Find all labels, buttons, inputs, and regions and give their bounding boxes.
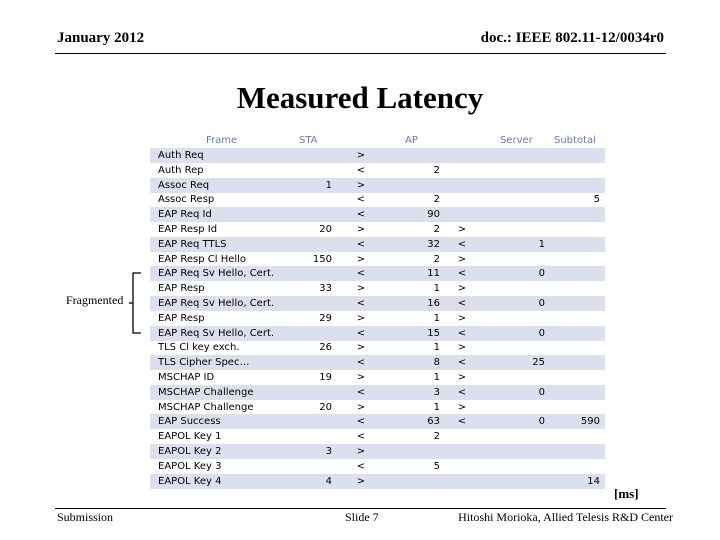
cell-sta: 19 (319, 372, 332, 383)
cell-subtotal (545, 296, 600, 311)
cell-ap: 15 (427, 327, 440, 339)
cell-sta: 20 (319, 224, 332, 235)
cell-server (495, 459, 545, 474)
cell-sta: 3 (325, 446, 332, 457)
cell-arrow1: > (356, 283, 366, 295)
cell-arrow1: > (356, 475, 366, 487)
cell-server (495, 207, 545, 222)
cell-subtotal (545, 148, 600, 163)
cell-arrow1: > (356, 150, 366, 161)
cell-arrow1: < (356, 194, 366, 206)
cell-arrow2: > (457, 283, 467, 295)
fragmented-bracket (129, 272, 143, 336)
cell-arrow1: > (356, 224, 366, 235)
cell-arrow1: > (356, 253, 366, 265)
cell-subtotal (545, 207, 600, 222)
cell-sta (270, 429, 332, 444)
cell-server (495, 148, 545, 163)
header-doc-id: doc.: IEEE 802.11-12/0034r0 (480, 30, 664, 46)
cell-subtotal: 5 (593, 194, 600, 206)
column-header-frame: Frame (206, 135, 238, 146)
cell-arrow1: > (356, 342, 366, 354)
cell-sta: 1 (325, 179, 332, 191)
cell-frame: TLS Cl key exch. (158, 342, 240, 354)
cell-sta: 29 (319, 312, 332, 324)
cell-frame: EAP Req Sv Hello, Cert. (158, 298, 275, 309)
cell-arrow1: > (356, 179, 366, 191)
cell-sta (270, 459, 332, 474)
cell-frame: EAPOL Key 4 (158, 475, 222, 487)
cell-ap: 2 (433, 164, 440, 176)
cell-sta: 26 (319, 342, 332, 354)
cell-subtotal (545, 400, 600, 415)
footer-author: Hitoshi Morioka, Allied Telesis R&D Center (458, 510, 673, 524)
cell-server: 1 (538, 238, 545, 250)
cell-arrow2: > (457, 312, 467, 324)
cell-sta (270, 237, 332, 252)
cell-arrow1: < (356, 298, 366, 309)
cell-sta: 20 (319, 401, 332, 413)
cell-ap: 1 (433, 401, 440, 413)
cell-arrow2 (456, 474, 468, 489)
cell-subtotal (545, 370, 600, 385)
cell-arrow1: < (356, 431, 366, 443)
cell-sta (270, 414, 332, 429)
cell-subtotal (545, 429, 600, 444)
cell-ap: 2 (433, 253, 440, 265)
cell-sta (270, 207, 332, 222)
cell-sta (270, 192, 332, 207)
cell-arrow2 (456, 163, 468, 178)
cell-arrow2: < (457, 327, 467, 339)
cell-arrow2: < (457, 298, 467, 309)
cell-frame: TLS Cipher Spec… (158, 357, 250, 369)
cell-ap: 5 (433, 460, 440, 472)
cell-sta: 150 (312, 253, 332, 265)
cell-subtotal (545, 163, 600, 178)
cell-server (495, 163, 545, 178)
cell-arrow1: < (356, 164, 366, 176)
cell-frame: EAP Resp (158, 312, 205, 324)
cell-subtotal (545, 266, 600, 281)
cell-arrow2: < (457, 386, 467, 398)
cell-frame: EAPOL Key 3 (158, 460, 222, 472)
cell-frame: EAPOL Key 1 (158, 431, 222, 443)
cell-ap: 8 (433, 357, 440, 369)
cell-sta: 33 (319, 283, 332, 295)
cell-arrow2: < (457, 268, 467, 280)
cell-frame: EAP Success (158, 416, 221, 428)
fragmented-label: Fragmented (66, 293, 124, 307)
cell-ap: 2 (433, 224, 440, 235)
cell-subtotal (545, 355, 600, 370)
cell-arrow1: < (356, 238, 366, 250)
cell-frame: MSCHAP Challenge (158, 401, 254, 413)
cell-arrow2: > (457, 342, 467, 354)
cell-sta (270, 385, 332, 400)
cell-subtotal (545, 340, 600, 355)
cell-arrow1: < (356, 268, 366, 280)
cell-ap (390, 474, 440, 489)
cell-subtotal (545, 237, 600, 252)
cell-arrow2 (456, 192, 468, 207)
cell-frame: EAP Req Sv Hello, Cert. (158, 268, 275, 280)
cell-server (495, 444, 545, 459)
cell-arrow2 (456, 429, 468, 444)
cell-arrow2: < (457, 357, 467, 369)
cell-sta (270, 326, 332, 341)
cell-server: 0 (538, 327, 545, 339)
cell-server: 0 (538, 386, 545, 398)
latency-table (150, 133, 605, 493)
cell-server (495, 370, 545, 385)
cell-frame: EAP Resp (158, 283, 205, 295)
cell-ap: 2 (433, 194, 440, 206)
cell-sta (270, 148, 332, 163)
cell-server (495, 474, 545, 489)
cell-ap: 90 (427, 209, 440, 221)
cell-subtotal: 14 (587, 475, 600, 487)
cell-ap: 2 (433, 431, 440, 443)
cell-ap (390, 444, 440, 459)
cell-arrow2: > (457, 253, 467, 265)
cell-subtotal (545, 222, 600, 237)
cell-server: 0 (538, 268, 545, 280)
cell-ap: 16 (427, 298, 440, 309)
cell-server: 0 (538, 416, 545, 428)
cell-subtotal (545, 444, 600, 459)
cell-arrow1: > (356, 446, 366, 457)
cell-arrow2 (456, 148, 468, 163)
cell-frame: MSCHAP Challenge (158, 386, 254, 398)
column-header-subtotal: Subtotal (554, 135, 596, 146)
cell-sta (270, 296, 332, 311)
cell-frame: EAP Req TTLS (158, 238, 227, 250)
footer-submission: Submission (57, 510, 114, 524)
cell-frame: EAP Resp Cl Hello (158, 253, 247, 265)
cell-arrow2 (456, 207, 468, 222)
cell-arrow2: < (457, 238, 467, 250)
cell-arrow2 (456, 178, 468, 193)
cell-frame: EAPOL Key 2 (158, 446, 222, 457)
cell-ap (390, 178, 440, 193)
cell-sta (270, 355, 332, 370)
cell-arrow1: < (356, 357, 366, 369)
cell-subtotal (545, 311, 600, 326)
cell-server: 25 (532, 357, 545, 369)
cell-server (495, 400, 545, 415)
cell-server (495, 281, 545, 296)
cell-ap: 1 (433, 342, 440, 354)
cell-ap: 11 (427, 268, 440, 280)
cell-ap: 1 (433, 372, 440, 383)
cell-subtotal (545, 459, 600, 474)
header-date: January 2012 (57, 30, 145, 46)
cell-frame: Auth Rep (158, 164, 204, 176)
cell-ap: 1 (433, 283, 440, 295)
cell-ap (390, 148, 440, 163)
column-header-sta: STA (299, 135, 318, 146)
cell-ap: 3 (433, 386, 440, 398)
cell-server (495, 178, 545, 193)
cell-arrow1: < (356, 416, 366, 428)
cell-arrow1: < (356, 460, 366, 472)
cell-frame: EAP Req Sv Hello, Cert. (158, 327, 275, 339)
column-header-server: Server (500, 135, 533, 146)
cell-arrow2: < (457, 416, 467, 428)
footer-slide-number: Slide 7 (345, 510, 379, 524)
cell-server (495, 222, 545, 237)
cell-server (495, 252, 545, 267)
cell-arrow1: > (356, 372, 366, 383)
unit-label: [ms] (614, 486, 639, 501)
cell-arrow2: > (457, 224, 467, 235)
header-rule (55, 53, 666, 54)
cell-server (495, 192, 545, 207)
cell-subtotal (545, 252, 600, 267)
cell-subtotal (545, 385, 600, 400)
cell-arrow1: < (356, 327, 366, 339)
slide-title: Measured Latency (236, 80, 484, 115)
cell-server: 0 (538, 298, 545, 309)
cell-ap: 32 (427, 238, 440, 250)
cell-sta (270, 163, 332, 178)
footer-rule (55, 508, 666, 509)
cell-frame: MSCHAP ID (158, 372, 215, 383)
cell-arrow1: > (356, 401, 366, 413)
cell-server (495, 340, 545, 355)
cell-sta (270, 266, 332, 281)
cell-arrow2: > (457, 372, 467, 383)
cell-subtotal: 590 (580, 416, 600, 428)
cell-arrow2 (456, 444, 468, 459)
cell-arrow1: < (356, 209, 366, 221)
cell-server (495, 429, 545, 444)
cell-frame: EAP Req Id (158, 209, 212, 221)
column-header-ap: AP (405, 135, 418, 146)
cell-frame: Assoc Req (158, 179, 210, 191)
cell-arrow1: > (356, 312, 366, 324)
cell-frame: Assoc Resp (158, 194, 215, 206)
cell-ap: 63 (427, 416, 440, 428)
cell-sta: 4 (325, 475, 332, 487)
cell-subtotal (545, 326, 600, 341)
cell-subtotal (545, 178, 600, 193)
cell-ap: 1 (433, 312, 440, 324)
cell-arrow2 (456, 459, 468, 474)
cell-arrow2: > (457, 401, 467, 413)
cell-subtotal (545, 281, 600, 296)
cell-server (495, 311, 545, 326)
cell-frame: Auth Req (158, 150, 204, 161)
cell-arrow1: < (356, 386, 366, 398)
cell-frame: EAP Resp Id (158, 224, 218, 235)
